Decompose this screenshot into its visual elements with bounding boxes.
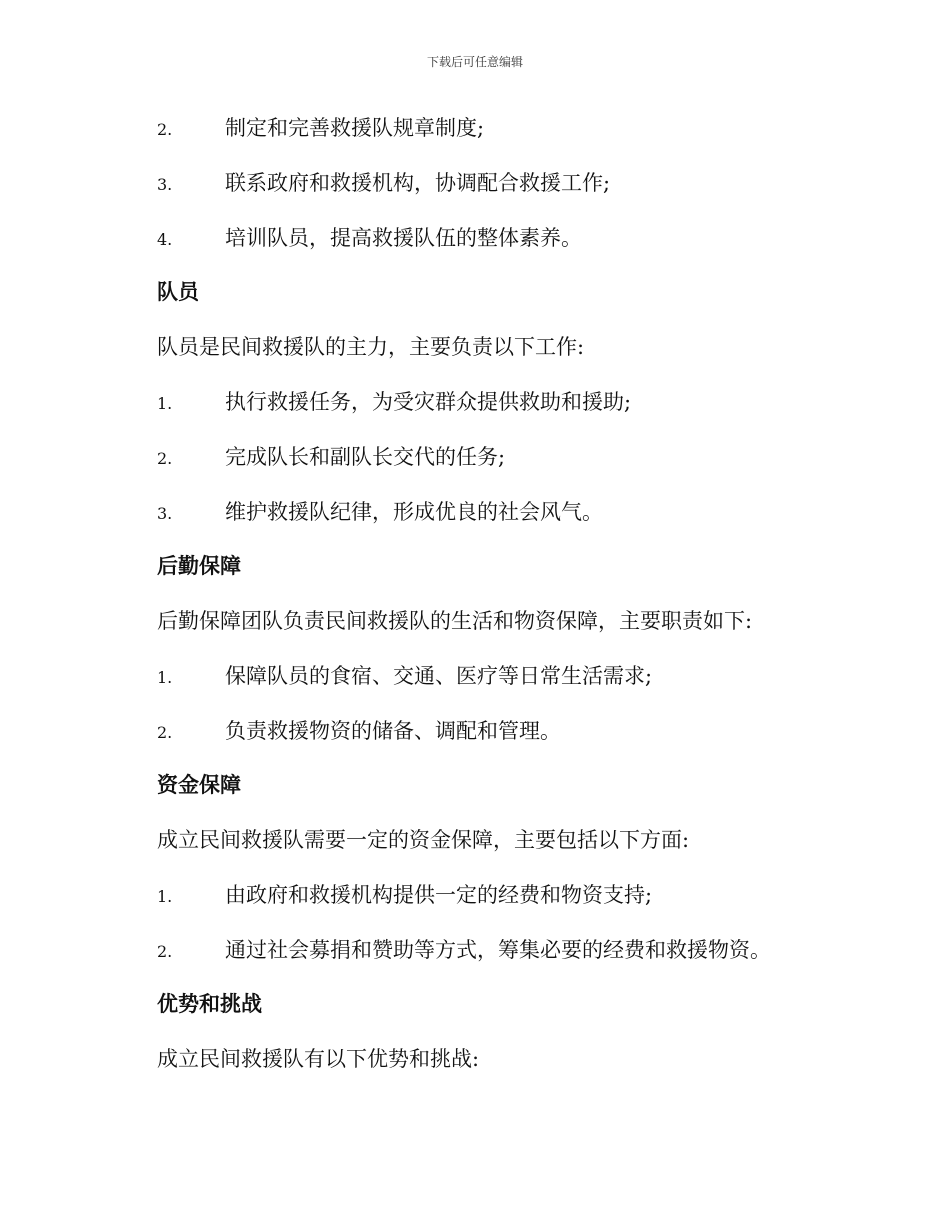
list-number: 1. [157,668,173,687]
list-text: 保障队员的食宿、交通、医疗等日常生活需求; [225,664,653,688]
list-text: 联系政府和救援机构，协调配合救援工作; [225,171,611,195]
list-number: 4. [157,230,173,249]
section-intro-funding: 成立民间救援队需要一定的资金保障，主要包括以下方面: [157,828,690,852]
list-number: 2. [157,449,173,468]
list-text: 完成队长和副队长交代的任务; [225,445,506,469]
section-intro-logistics: 后勤保障团队负责民间救援队的生活和物资保障，主要职责如下: [157,609,753,633]
section-heading-pros-cons: 优势和挑战 [157,992,262,1016]
list-number: 1. [157,394,173,413]
list-number: 2. [157,120,173,139]
list-text: 维护救援队纪律，形成优良的社会风气。 [225,500,603,524]
list-number: 1. [157,887,173,906]
page-header: 下载后可任意编辑 [426,55,523,69]
list-text: 由政府和救援机构提供一定的经费和物资支持; [225,883,653,907]
list-number: 3. [157,504,173,523]
section-heading-logistics: 后勤保障 [157,554,241,578]
list-number: 2. [157,723,173,742]
list-text: 执行救援任务，为受灾群众提供救助和援助; [225,390,632,414]
list-text: 负责救援物资的储备、调配和管理。 [225,719,561,743]
list-number: 2. [157,942,173,961]
section-heading-funding: 资金保障 [157,773,241,797]
list-text: 通过社会募捐和赞助等方式，筹集必要的经费和救援物资。 [225,938,771,962]
section-heading-members: 队员 [157,280,199,304]
section-intro-members: 队员是民间救援队的主力，主要负责以下工作: [157,335,585,359]
list-number: 3. [157,175,173,194]
section-intro-pros-cons: 成立民间救援队有以下优势和挑战: [157,1047,480,1071]
list-text: 培训队员，提高救援队伍的整体素养。 [225,226,582,250]
list-text: 制定和完善救援队规章制度; [225,116,485,140]
